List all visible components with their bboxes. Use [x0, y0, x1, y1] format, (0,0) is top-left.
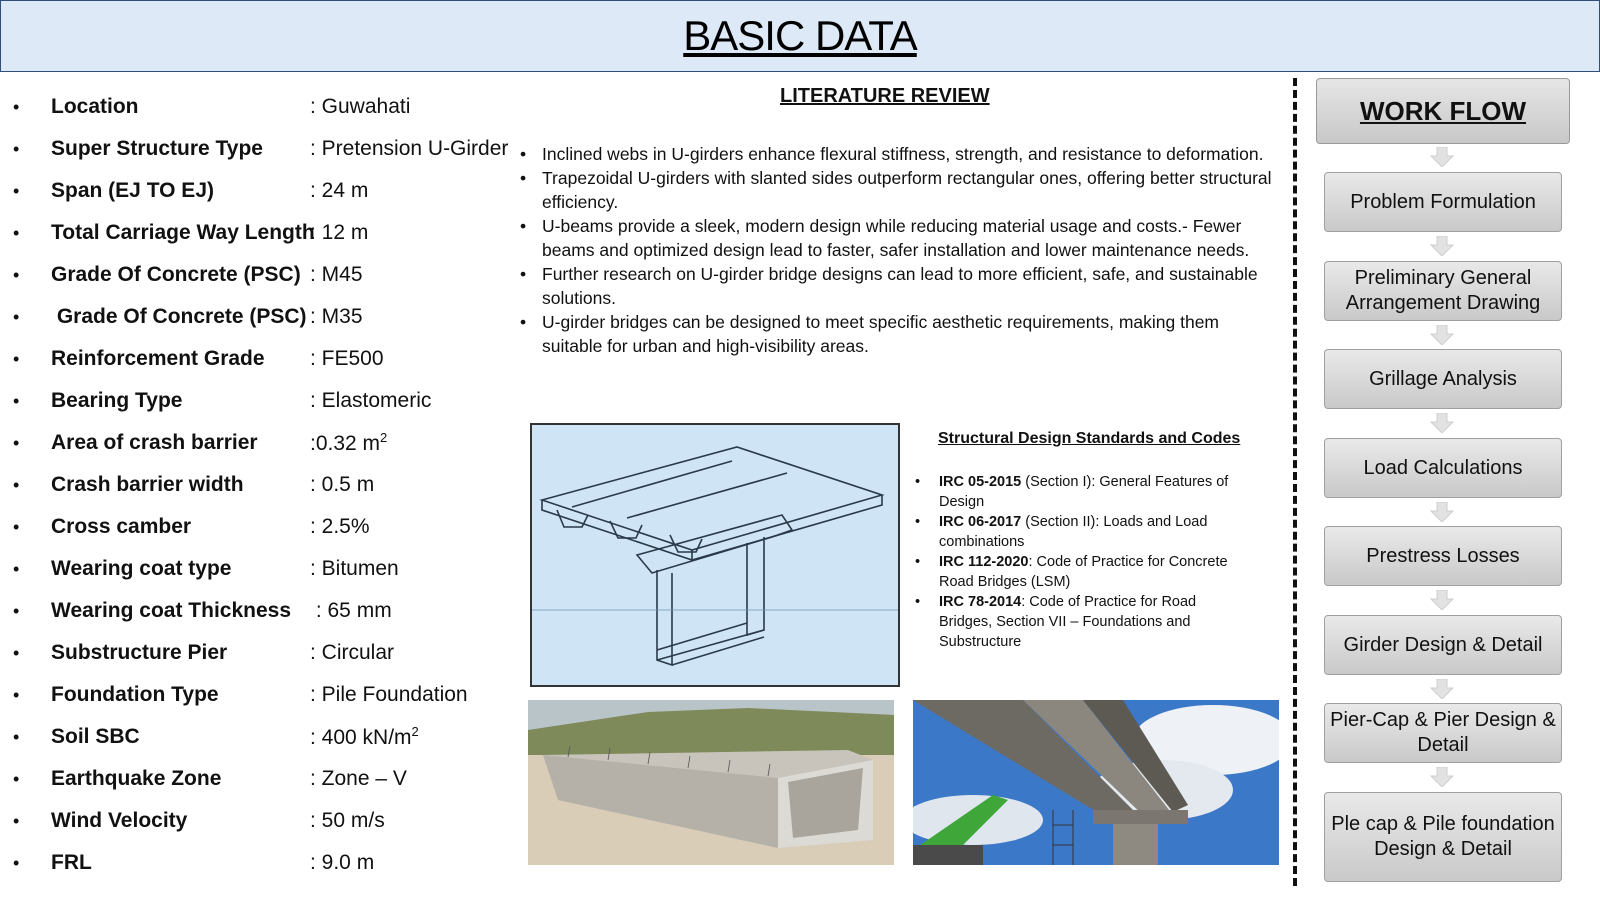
- standard-code: IRC 05-2015: [939, 474, 1022, 490]
- data-row: [0, 716, 520, 758]
- data-row: [0, 380, 520, 422]
- data-value: :0.32 $m^2$: [310, 430, 388, 455]
- arrow-down-icon: [1430, 413, 1454, 433]
- workflow-step-girder-design: Girder Design & Detail: [1324, 615, 1562, 675]
- standards-list: [915, 472, 1250, 652]
- data-row: [0, 422, 520, 464]
- data-value: : Pretension U-Girder: [310, 137, 509, 160]
- bullet-icon: •: [13, 684, 20, 705]
- data-value: : M45: [310, 263, 363, 286]
- data-row: [0, 464, 520, 506]
- data-label: Bearing Type: [51, 389, 183, 412]
- workflow-step-prestress-losses: Prestress Losses: [1324, 526, 1562, 586]
- data-label: Foundation Type: [51, 683, 219, 706]
- data-label: Grade Of Concrete (PSC): [51, 305, 307, 328]
- data-value: : 2.5%: [310, 515, 370, 538]
- superscript: 2: [411, 724, 419, 739]
- list-item: • Trapezoidal U-girders with slanted sides outperform rectangular ones, offering better structural efficiency.: [520, 166, 1280, 214]
- list-item: [915, 552, 1250, 592]
- bullet-icon: •: [13, 516, 20, 537]
- workflow-step-preliminary-ga-drawing: Preliminary General Arrangement Drawing: [1324, 261, 1562, 321]
- data-label: Soil SBC: [51, 725, 140, 748]
- data-row: [0, 170, 520, 212]
- data-row: [0, 674, 520, 716]
- data-label: Cross camber: [51, 515, 192, 538]
- bullet-icon: •: [13, 852, 20, 873]
- data-value: : 400 $kN/m^2$: [310, 724, 419, 749]
- arrow-down-icon: [1430, 147, 1454, 167]
- data-value: : 0.5 m: [310, 473, 375, 496]
- list-item: • U-girder bridges can be designed to meet specific aesthetic requirements, making them suitable for urban and high-visibility areas.: [520, 310, 1280, 358]
- bullet-icon: •: [13, 810, 20, 831]
- data-value: : 50 m/s: [310, 809, 385, 832]
- workflow-step-pier-design: Pier-Cap & Pier Design & Detail: [1324, 703, 1562, 763]
- data-row: [0, 86, 520, 128]
- bullet-icon: •: [13, 390, 20, 411]
- arrow-down-icon: [1430, 325, 1454, 345]
- data-row: [0, 338, 520, 380]
- bridge-construction-photo: [913, 700, 1279, 865]
- literature-review-heading: LITERATURE REVIEW: [780, 85, 990, 107]
- data-row: [0, 254, 520, 296]
- bullet-icon: •: [13, 306, 20, 327]
- bullet-icon: •: [13, 726, 20, 747]
- data-label: Substructure Pier: [51, 641, 228, 664]
- title-bar: [0, 0, 1600, 72]
- data-row: [0, 590, 520, 632]
- bullet-icon: •: [13, 96, 20, 117]
- arrow-down-icon: [1430, 502, 1454, 522]
- data-label: Wearing coat Thickness: [51, 599, 292, 622]
- data-value: : Zone – V: [310, 767, 407, 790]
- standard-code: IRC 06-2017: [939, 514, 1022, 530]
- data-label: Total Carriage Way Length: [51, 221, 315, 244]
- data-value: : 12 m: [310, 221, 369, 244]
- data-row: [0, 800, 520, 842]
- literature-review-list: [520, 142, 1280, 358]
- standard-text: : Code of Practice for Road Bridges, Section VII – Foundations and Substructure: [939, 594, 1197, 650]
- superscript: 2: [380, 430, 388, 445]
- data-value: : 24 m: [310, 179, 369, 202]
- standard-text: (Section I): General Features of Design: [939, 474, 1229, 510]
- page-title: BASIC DATA: [683, 12, 917, 59]
- dashed-divider: [1293, 78, 1297, 886]
- standard-text: (Section II): Loads and Load combinations: [939, 514, 1208, 550]
- data-label: Grade Of Concrete (PSC): [51, 263, 301, 286]
- girder-photo-icon: [528, 700, 894, 865]
- bullet-icon: •: [13, 138, 20, 159]
- list-item: [915, 512, 1250, 552]
- data-label: Crash barrier width: [51, 473, 244, 496]
- data-row: [0, 128, 520, 170]
- list-item: • U-beams provide a sleek, modern design while reducing material usage and costs.- Fewer beams and optimized design lead to faster, safer installation and lower maintenance needs.: [520, 214, 1280, 262]
- bullet-icon: •: [13, 432, 20, 453]
- data-label: Wind Velocity: [51, 809, 188, 832]
- u-girder-photo: [528, 700, 894, 865]
- bullet-icon: •: [13, 558, 20, 579]
- workflow-step-grillage-analysis: Grillage Analysis: [1324, 349, 1562, 409]
- list-item: [915, 592, 1250, 652]
- data-row: [0, 506, 520, 548]
- data-label: Area of crash barrier: [51, 431, 258, 454]
- bullet-icon: •: [13, 642, 20, 663]
- data-value: : Guwahati: [310, 95, 411, 118]
- data-row: [0, 842, 520, 884]
- data-label: Super Structure Type: [51, 137, 263, 160]
- data-label: Location: [51, 95, 139, 118]
- data-row: [0, 632, 520, 674]
- arrow-down-icon: [1430, 767, 1454, 787]
- data-row: [0, 212, 520, 254]
- arrow-down-icon: [1430, 679, 1454, 699]
- list-item: • Inclined webs in U-girders enhance flexural stiffness, strength, and resistance to deformation.: [520, 142, 1280, 166]
- data-value: : Bitumen: [310, 557, 399, 580]
- data-label: Wearing coat type: [51, 557, 232, 580]
- data-value: : Circular: [310, 641, 395, 664]
- data-label: Reinforcement Grade: [51, 347, 265, 370]
- bridge-sketch-icon: [532, 425, 898, 685]
- standard-code: IRC 112-2020: [939, 554, 1029, 570]
- basic-data-list: [0, 86, 520, 884]
- bullet-icon: •: [13, 264, 20, 285]
- standard-code: IRC 78-2014: [939, 594, 1022, 610]
- bullet-icon: •: [13, 474, 20, 495]
- data-value: : M35: [310, 305, 363, 328]
- workflow-title: WORK FLOW: [1316, 78, 1570, 144]
- data-row: [0, 758, 520, 800]
- data-label: Earthquake Zone: [51, 767, 222, 790]
- workflow-step-pile-foundation: Ple cap & Pile foundation Design & Detail: [1324, 792, 1562, 882]
- bullet-icon: •: [13, 600, 20, 621]
- bullet-icon: •: [13, 348, 20, 369]
- bridge-photo-icon: [913, 700, 1279, 865]
- list-item: • Further research on U-girder bridge designs can lead to more efficient, safe, and sustainable solutions.: [520, 262, 1280, 310]
- data-label: Span (EJ TO EJ): [51, 179, 214, 202]
- data-value: : FE500: [310, 347, 384, 370]
- data-row: [0, 296, 520, 338]
- workflow-step-problem-formulation: Problem Formulation: [1324, 172, 1562, 232]
- bullet-icon: •: [13, 222, 20, 243]
- list-item: [915, 472, 1250, 512]
- data-label: FRL: [51, 851, 92, 874]
- standard-text: : Code of Practice for Concrete Road Bridges (LSM): [939, 554, 1228, 590]
- arrow-down-icon: [1430, 236, 1454, 256]
- u-girder-sketch-image: [530, 423, 900, 687]
- bullet-icon: •: [13, 180, 20, 201]
- bullet-icon: •: [13, 768, 20, 789]
- standards-heading: Structural Design Standards and Codes: [938, 430, 1241, 447]
- data-value: : 9.0 m: [310, 851, 375, 874]
- data-row: [0, 548, 520, 590]
- data-value: : Elastomeric: [310, 389, 432, 412]
- data-value: : Pile Foundation: [310, 683, 468, 706]
- workflow-step-load-calculations: Load Calculations: [1324, 438, 1562, 498]
- arrow-down-icon: [1430, 590, 1454, 610]
- data-value: : 65 mm: [310, 599, 392, 622]
